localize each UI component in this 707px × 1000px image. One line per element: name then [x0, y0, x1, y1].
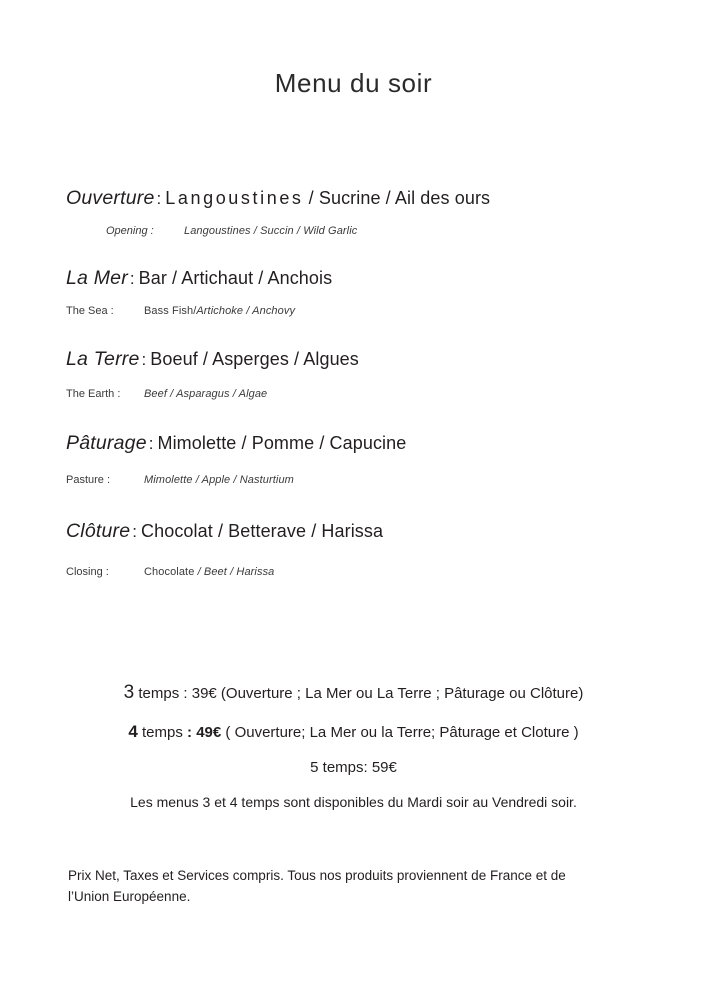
- course-main-line: [66, 266, 666, 291]
- course-items: / Sucrine / Ail des ours: [303, 188, 491, 208]
- course-translation-roman: Chocolate: [144, 565, 195, 578]
- course-translation-items: [144, 566, 274, 578]
- course-translation-label: The Earth :: [66, 387, 121, 400]
- course-translation-items: [144, 305, 295, 317]
- price-option-4-number: 4: [128, 721, 138, 741]
- course-colon: :: [141, 349, 147, 369]
- price-option-3-text: temps : 39€ (Ouverture ; La Mer ou La Terre ; Pâturage ou Clôture): [134, 685, 584, 702]
- course-list: [66, 186, 666, 609]
- course-main-line: [66, 347, 666, 372]
- course-items: Bar / Artichaut / Anchois: [138, 267, 333, 288]
- pricing-section: [0, 682, 707, 810]
- course-main-line: [66, 186, 666, 211]
- page-title: Menu du soir: [274, 68, 433, 98]
- course-translation-italic: Langoustines / Succin / Wild Garlic: [184, 224, 358, 237]
- course-items-emphasis: Langoustines: [165, 188, 304, 208]
- availability-note: Les menus 3 et 4 temps sont disponibles du Mardi soir au Vendredi soir.: [130, 794, 577, 811]
- course-translation-label: Closing :: [66, 565, 109, 578]
- price-option-4-label: temps: [137, 723, 188, 741]
- course-item: [66, 519, 666, 579]
- course-translation-italic: / Beet / Harissa: [194, 565, 275, 578]
- course-translation-line: [66, 305, 666, 318]
- course-items: Mimolette / Pomme / Capucine: [157, 432, 407, 453]
- course-translation-line: [66, 566, 666, 579]
- course-name: Clôture: [66, 519, 131, 542]
- course-translation-italic: Beef / Asparagus / Algae: [144, 387, 268, 400]
- course-translation-label: Opening :: [106, 224, 154, 237]
- course-item: [66, 347, 666, 401]
- course-items: Boeuf / Asperges / Algues: [150, 348, 359, 369]
- course-items: Chocolat / Betterave / Harissa: [141, 520, 384, 541]
- course-translation-label: The Sea :: [66, 304, 114, 317]
- price-option-4-text: ( Ouverture; La Mer ou la Terre; Pâturage et Cloture ): [221, 723, 579, 741]
- course-item: [66, 266, 666, 318]
- price-option-3-number: 3: [123, 682, 135, 703]
- course-colon: :: [156, 189, 162, 208]
- course-name: La Mer: [66, 266, 128, 289]
- course-name: Ouverture: [66, 187, 155, 209]
- course-main-line: [66, 431, 666, 456]
- price-option-4-courses: [0, 722, 707, 742]
- course-translation-roman: Bass Fish/: [144, 304, 197, 317]
- course-translation-line: [66, 225, 666, 238]
- course-translation-items: [184, 225, 357, 237]
- course-colon: :: [132, 521, 137, 541]
- course-translation-label: Pasture :: [66, 473, 111, 486]
- footer-legal-text: Prix Net, Taxes et Services compris. Tous nos produits proviennent de France et de l’Union Européenne.: [68, 868, 566, 904]
- course-translation-line: [66, 474, 666, 487]
- course-translation-italic: Artichoke / Anchovy: [196, 304, 296, 317]
- course-colon: :: [148, 433, 154, 453]
- course-main-line: [66, 519, 666, 544]
- course-item: [66, 431, 666, 487]
- course-translation-items: [144, 474, 294, 486]
- price-option-3-courses: [0, 682, 707, 705]
- course-name: La Terre: [66, 347, 140, 370]
- course-item: [66, 186, 666, 238]
- course-name: Pâturage: [66, 431, 147, 454]
- course-translation-italic: Mimolette / Apple / Nasturtium: [144, 473, 294, 486]
- price-option-5-courses: 5 temps: 59€: [310, 759, 397, 777]
- price-option-4-amount: : 49€: [187, 723, 222, 741]
- course-translation-line: [66, 388, 666, 401]
- course-colon: :: [129, 268, 135, 288]
- course-translation-items: [144, 388, 267, 400]
